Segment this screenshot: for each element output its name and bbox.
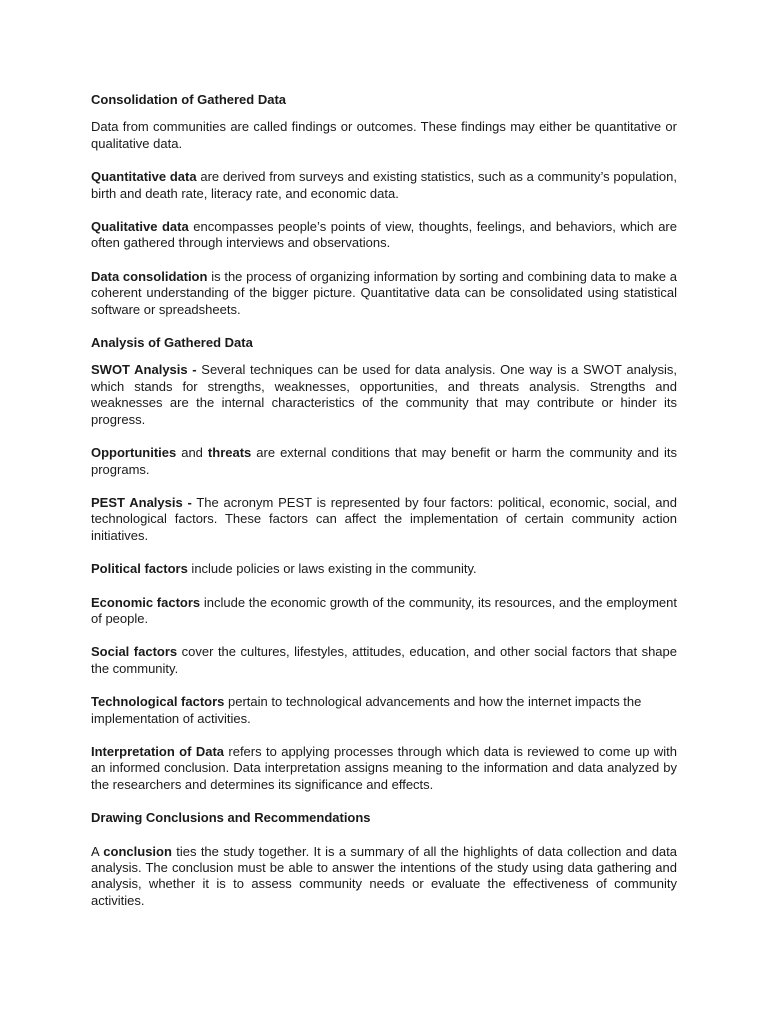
- paragraph-text: is the process of organizing information by sorting and combining data to make a coherent understanding of the bigger picture. Quantitative data can be consolidated using statistical software or spreadsheets.: [91, 268, 677, 317]
- paragraph: [91, 595, 677, 628]
- term-label: conclusion: [103, 843, 172, 859]
- paragraph: [91, 219, 677, 252]
- paragraph-text: pertain to technological advancements and how the internet impacts the implementation of activities.: [91, 694, 642, 726]
- section-heading: Consolidation of Gathered Data: [91, 92, 287, 107]
- section-heading: Analysis of Gathered Data: [91, 335, 253, 351]
- paragraph-text: Several techniques can be used for data analysis. One way is a SWOT analysis, which stands for strengths, weaknesses, opportunities, and threats analysis. Strengths and weaknesses are the internal characteristics of the community that may contribute or hinder its progress.: [91, 362, 677, 427]
- term-label: Interpretation of Data: [91, 743, 224, 759]
- term-label: Political factors: [91, 561, 188, 577]
- paragraph-text: The acronym PEST is represented by four factors: political, economic, social, and technological factors. These factors can affect the implementation of certain community action initiatives.: [91, 494, 677, 543]
- paragraph-text: A: [91, 843, 104, 859]
- paragraph: [91, 269, 677, 318]
- paragraph: [91, 495, 677, 544]
- paragraph: [91, 445, 677, 478]
- paragraph: [91, 169, 677, 202]
- paragraph: [91, 561, 677, 577]
- term-label: threats: [207, 445, 252, 461]
- paragraph-text: refers to applying processes through which data is reviewed to come up with an informed conclusion. Data interpretation assigns meaning to the information and data analyzed by the researchers and determines its significance and effects.: [91, 743, 677, 792]
- term-label: Social factors: [91, 644, 178, 660]
- paragraph: [91, 644, 677, 677]
- document-page: [91, 92, 677, 926]
- term-label: Technological factors: [91, 694, 225, 710]
- term-label: Quantitative data: [91, 169, 197, 185]
- paragraph-text: and: [176, 445, 208, 461]
- paragraph: [91, 694, 677, 727]
- paragraph-text: include the economic growth of the community, its resources, and the employment of people.: [91, 594, 678, 626]
- paragraph-text: are derived from surveys and existing statistics, such as a community’s population, birth and death rate, literacy rate, and economic data.: [91, 169, 678, 201]
- paragraph: [91, 744, 677, 793]
- paragraph-text: cover the cultures, lifestyles, attitudes, education, and other social factors that shape the community.: [91, 644, 677, 676]
- paragraph: [91, 844, 677, 910]
- paragraph-text: are external conditions that may benefit or harm the community and its programs.: [91, 445, 677, 477]
- paragraph: [91, 362, 677, 428]
- paragraph-text: encompasses people’s points of view, thoughts, feelings, and behaviors, which are often gathered through interviews and observations.: [91, 219, 677, 251]
- term-label: Qualitative data: [91, 219, 189, 235]
- term-label: Data consolidation: [91, 268, 208, 284]
- paragraph: [91, 119, 677, 152]
- term-label: Economic factors: [91, 594, 201, 610]
- term-label: SWOT Analysis -: [91, 362, 197, 378]
- paragraph-text: Data from communities are called findings or outcomes. These findings may either be quantitative or qualitative data.: [91, 119, 677, 151]
- term-label: Opportunities: [91, 445, 177, 461]
- paragraph-text: include policies or laws existing in the community.: [187, 561, 477, 577]
- term-label: PEST Analysis -: [91, 494, 192, 510]
- paragraph-text: ties the study together. It is a summary of all the highlights of data collection and data analysis. The conclusion must be able to answer the intentions of the study using data gathering and analysis, whether it is to assess community needs or evaluate the effectiveness of community activities.: [91, 843, 677, 908]
- section-heading: Drawing Conclusions and Recommendations: [91, 810, 371, 826]
